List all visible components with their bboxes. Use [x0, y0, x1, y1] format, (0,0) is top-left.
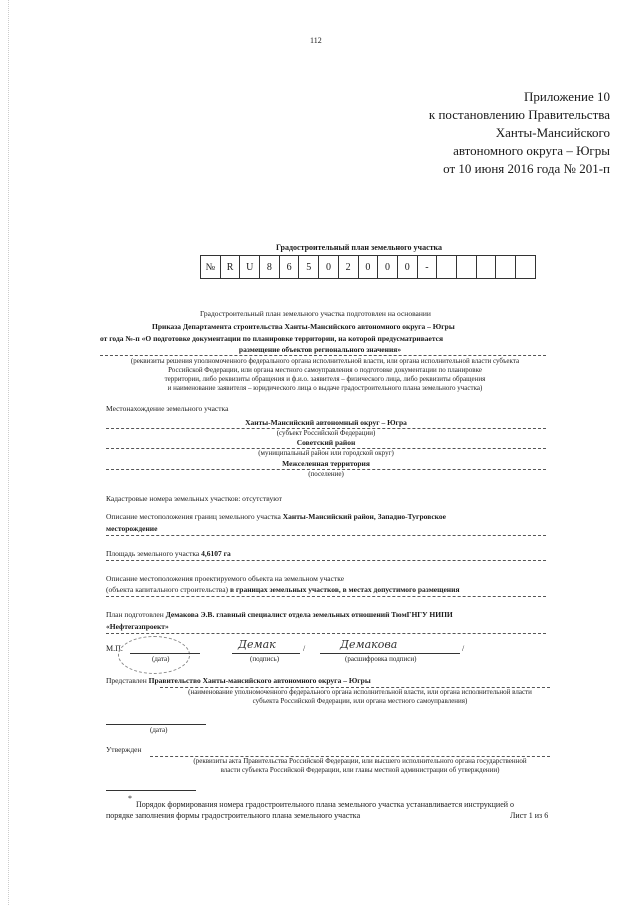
prepared-value-2: «Нефтегазпроект»: [106, 622, 169, 631]
boundaries-value-2: месторождение: [106, 524, 158, 533]
project-value: в границах земельных участков, в местах допустимого размещения: [229, 585, 460, 594]
prepared-value: Демакова Э.В. главный специалист отдела земельных отношений ТюмГНГУ НИПИ: [165, 610, 453, 619]
presented-row: [106, 676, 371, 685]
footnote-line-1: Порядок формирования номера градостроительного плана земельного участка устанавливается инструкцией о: [136, 800, 515, 809]
presented-date-note: (дата): [150, 726, 168, 734]
signature-image: Демак: [238, 638, 276, 651]
plan-number-cell: 5: [298, 256, 318, 278]
signature-line: [232, 653, 300, 654]
boundaries-value: Ханты-Мансийский район, Западно-Тугровское: [282, 512, 446, 521]
divider: [100, 355, 546, 356]
prepared-row: [106, 610, 453, 619]
location-label: Местонахождение земельного участка: [106, 404, 229, 413]
plan-number-cell: 0: [397, 256, 417, 278]
plan-number-cell: 2: [338, 256, 358, 278]
note-line: власти субъекта Российской Федерации, или главы местной администрации об утверждении): [220, 766, 500, 774]
appendix-header: [310, 88, 610, 178]
note-line: (наименование уполномоченного федерального органа исполнительной власти, или органа исполнительной власти: [188, 688, 532, 696]
mp-label: М.П.: [106, 644, 123, 653]
settlement-note: (поселение): [308, 470, 344, 478]
boundaries-row: [106, 512, 446, 521]
page-number: 112: [310, 36, 322, 45]
area-label: Площадь земельного участка: [106, 549, 200, 558]
approved-note: [150, 757, 570, 775]
plan-number-cell: R: [220, 256, 240, 278]
plan-number-cell: U: [239, 256, 259, 278]
boundaries-label: Описание местоположения границ земельного участка: [106, 512, 281, 521]
note-line: территории, либо реквизиты обращения и ф.и.о. заявителя – физического лица, либо реквизиты обращения: [164, 375, 486, 383]
approved-label: Утвержден: [106, 745, 142, 754]
plan-number-cell: [436, 256, 456, 278]
divider: [106, 535, 546, 536]
order-line: Приказа Департамента строительства Ханты-Мансийского автономного округа – Югры: [152, 322, 455, 331]
appendix-line: Приложение 10: [523, 89, 610, 104]
basis-intro: Градостроительный план земельного участка подготовлен на основании: [200, 309, 431, 318]
plan-number-cell: 0: [318, 256, 338, 278]
subject-note: (субъект Российской Федерации): [276, 429, 376, 437]
prepared-label: План подготовлен: [106, 610, 164, 619]
project-label-2: (объекта капитального строительства): [106, 585, 229, 594]
slash: /: [462, 644, 465, 653]
appendix-line: к постановлению Правительства: [428, 107, 610, 122]
plan-number-cell: 0: [358, 256, 378, 278]
presented-date-line: [106, 724, 206, 725]
plan-number-cell: [476, 256, 496, 278]
district-note: (муниципальный район или городской округ): [258, 449, 394, 457]
divider: [106, 596, 546, 597]
area-row: [106, 549, 231, 558]
footnote-mark: *: [128, 794, 132, 803]
location-settlement: Межселенная территория: [282, 459, 370, 468]
plan-title: Градостроительный план земельного участка: [275, 243, 443, 252]
cadastral-text: Кадастровые номера земельных участков: отсутствуют: [106, 494, 282, 503]
signature-note: (подпись): [250, 655, 280, 663]
decoding-image: Демакова: [340, 638, 398, 651]
presented-note: [150, 688, 570, 706]
location-district: Советский район: [296, 438, 356, 447]
order-line: размещение объектов регионального значения»: [238, 345, 402, 354]
area-value: 4,6107 га: [201, 549, 231, 558]
divider: [106, 633, 546, 634]
appendix-line: автономного округа – Югры: [453, 143, 610, 158]
note-line: (реквизиты решения уполномоченного федерального органа исполнительной власти, или органа исполнительной власти субъекта: [130, 357, 520, 365]
slash: /: [303, 644, 306, 653]
project-label-1: Описание местоположения проектируемого объекта на земельном участке: [106, 574, 345, 583]
appendix-line: Ханты-Мансийского: [495, 125, 610, 140]
order-line: от года №-п «О подготовке документации по планировке территории, на которой предусматривается: [100, 334, 444, 343]
sheet-count: Лист 1 из 6: [510, 811, 549, 820]
date-note: (дата): [152, 655, 170, 663]
scan-edge: [0, 0, 9, 905]
presented-value: Правительство Ханты-мансийского автономного округа – Югры: [148, 676, 371, 685]
date-line: [130, 653, 200, 654]
note-line: (реквизиты акта Правительства Российской Федерации, или высшего исполнительного органа государственной: [193, 757, 527, 765]
footnote-rule: [106, 790, 196, 791]
appendix-line: от 10 июня 2016 года № 201-п: [443, 161, 610, 176]
footnote-line-2: порядке заполнения формы градостроительного плана земельного участка: [106, 811, 361, 820]
note-line: субъекта Российской Федерации, или органа местного самоуправления): [252, 697, 468, 705]
plan-number-grid: [200, 255, 536, 279]
basis-note: [100, 357, 550, 393]
plan-number-cell: 6: [279, 256, 299, 278]
plan-number-cell: [495, 256, 515, 278]
decoding-line: [320, 653, 460, 654]
note-line: Российской Федерации, или органа местного самоуправления о подготовке документации по планировке: [168, 366, 482, 374]
location-subject: Ханты-Мансийский автономный округ – Югра: [245, 418, 407, 427]
plan-number-cell: 8: [259, 256, 279, 278]
presented-label: Представлен: [106, 676, 147, 685]
plan-number-cell: №: [200, 256, 220, 278]
decoding-note: (расшифровка подписи): [345, 655, 417, 663]
project-row: [106, 585, 460, 594]
plan-number-cell: -: [417, 256, 437, 278]
plan-number-cell: [456, 256, 476, 278]
divider: [106, 560, 546, 561]
note-line: и наименование заявителя – юридического лица о выдаче градостроительного плана земельного участка): [167, 384, 483, 392]
plan-number-cell: 0: [377, 256, 397, 278]
plan-number-cell: [515, 256, 536, 278]
